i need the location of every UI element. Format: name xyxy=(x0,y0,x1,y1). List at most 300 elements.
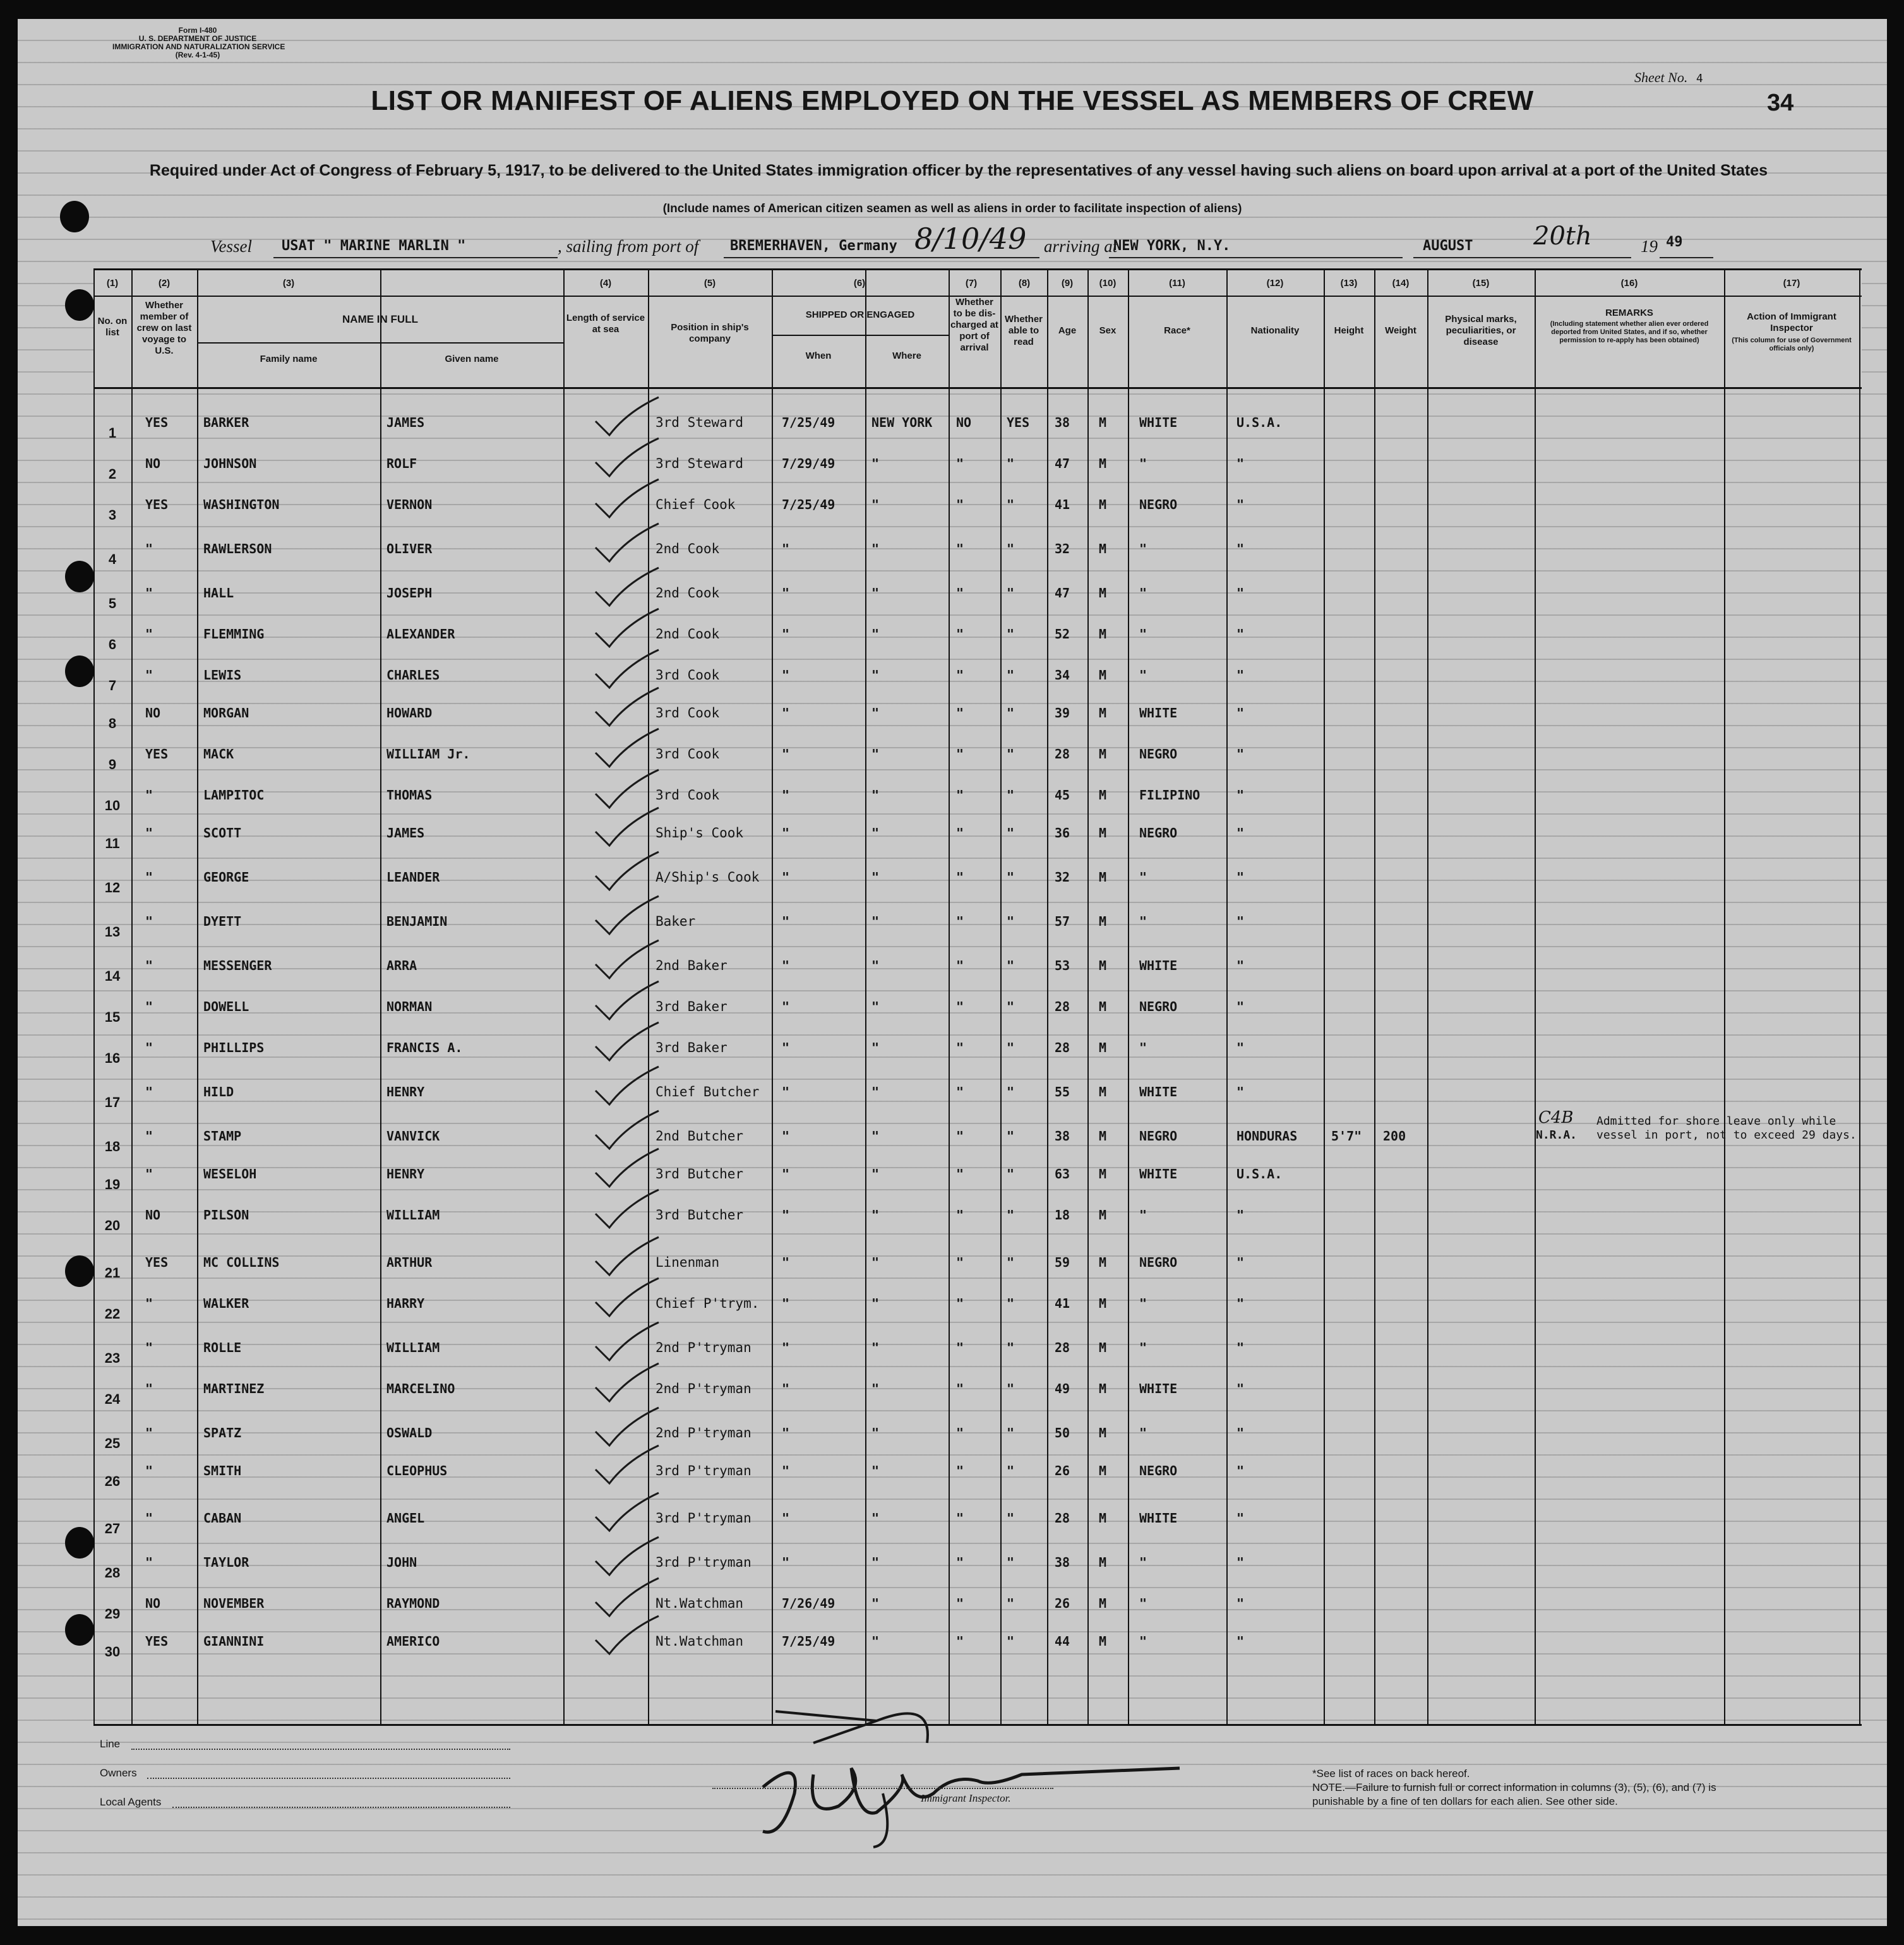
sex-cell: M xyxy=(1099,1555,1107,1570)
sex-cell: M xyxy=(1099,1166,1107,1182)
prev-voyage-cell: " xyxy=(145,1425,153,1440)
col-read-heading: Whether able to read xyxy=(1005,314,1043,347)
race-cell: NEGRO xyxy=(1139,999,1178,1014)
row-number: 25 xyxy=(104,1435,121,1451)
year-prefix: 19 xyxy=(1641,237,1658,256)
given-name-cell: VERNON xyxy=(386,497,433,512)
discharged-cell: " xyxy=(956,1555,964,1570)
age-cell: 59 xyxy=(1055,1255,1070,1270)
family-name-cell: GIANNINI xyxy=(203,1634,265,1649)
col-race-heading: Race* xyxy=(1164,325,1190,336)
row-number: 18 xyxy=(104,1139,121,1154)
punch-hole xyxy=(65,289,94,321)
nationality-cell: " xyxy=(1236,999,1245,1014)
column-number: (2) xyxy=(158,278,171,289)
sex-cell: M xyxy=(1099,497,1107,512)
shipped-when-cell: " xyxy=(782,914,790,929)
check-mark xyxy=(589,478,665,522)
form-identifier xyxy=(112,27,283,59)
shipped-where-cell: " xyxy=(871,746,880,762)
able-to-read-cell: " xyxy=(1007,585,1015,601)
column-number: (8) xyxy=(1018,278,1031,289)
family-name-cell: MESSENGER xyxy=(203,958,272,973)
col-shipped-heading: SHIPPED OR ENGAGED xyxy=(805,309,915,320)
column-number: (5) xyxy=(704,278,716,289)
row-number: 16 xyxy=(104,1050,121,1066)
date-underline xyxy=(1413,257,1631,258)
position-cell: 2nd Butcher xyxy=(656,1128,744,1144)
shipped-when-cell: " xyxy=(782,541,790,556)
position-cell: 2nd P'tryman xyxy=(656,1381,751,1396)
family-name-cell: WASHINGTON xyxy=(203,497,280,512)
row-number: 21 xyxy=(104,1265,121,1281)
discharged-cell: " xyxy=(956,1166,964,1182)
inspector-signature xyxy=(725,1692,1205,1850)
family-name-cell: MC COLLINS xyxy=(203,1255,280,1270)
check-mark xyxy=(589,1536,665,1580)
discharged-cell: " xyxy=(956,1634,964,1649)
prev-voyage-cell: " xyxy=(145,626,153,642)
age-cell: 44 xyxy=(1055,1634,1070,1649)
col-age-heading: Age xyxy=(1058,325,1077,336)
row-number: 2 xyxy=(108,466,117,482)
nationality-cell: " xyxy=(1236,914,1245,929)
race-cell: " xyxy=(1139,626,1147,642)
given-name-cell: HENRY xyxy=(386,1166,425,1182)
shipped-when-cell: " xyxy=(782,999,790,1014)
discharged-cell: " xyxy=(956,1207,964,1223)
race-cell: WHITE xyxy=(1139,1511,1178,1526)
row-number: 17 xyxy=(104,1094,121,1110)
check-mark xyxy=(589,1444,665,1488)
family-name-cell: DYETT xyxy=(203,914,242,929)
age-cell: 53 xyxy=(1055,958,1070,973)
row-number: 27 xyxy=(104,1521,121,1536)
prev-voyage-cell: YES xyxy=(145,746,169,762)
able-to-read-cell: " xyxy=(1007,999,1015,1014)
position-cell: 2nd P'tryman xyxy=(656,1340,751,1355)
column-number: (4) xyxy=(599,278,612,289)
col-discharged-heading: Whether to be dis-charged at port of arrival xyxy=(950,297,998,353)
row-number: 15 xyxy=(104,1009,121,1025)
discharged-cell: " xyxy=(956,958,964,973)
race-cell: NEGRO xyxy=(1139,1255,1178,1270)
family-name-cell: CABAN xyxy=(203,1511,242,1526)
sailing-date: 8/10/49 xyxy=(914,222,1027,256)
position-cell: 3rd P'tryman xyxy=(656,1511,751,1526)
nationality-cell: " xyxy=(1236,585,1245,601)
column-number: (1) xyxy=(106,278,119,289)
races-note: *See list of races on back hereof. xyxy=(1312,1768,1470,1780)
able-to-read-cell: " xyxy=(1007,1381,1015,1396)
discharged-cell: " xyxy=(956,787,964,803)
family-name-cell: STAMP xyxy=(203,1128,242,1144)
punch-hole xyxy=(65,1527,94,1559)
col-sex-heading: Sex xyxy=(1099,325,1117,336)
manifest-sheet xyxy=(18,19,1887,1926)
able-to-read-cell: " xyxy=(1007,1425,1015,1440)
sex-cell: M xyxy=(1099,1340,1107,1355)
row-number: 14 xyxy=(104,968,121,984)
sex-cell: M xyxy=(1099,415,1107,430)
given-name-cell: ALEXANDER xyxy=(386,626,455,642)
family-name-cell: PILSON xyxy=(203,1207,249,1223)
port-underline xyxy=(724,257,1039,258)
department: U. S. DEPARTMENT OF JUSTICE xyxy=(138,34,257,43)
age-cell: 28 xyxy=(1055,999,1070,1014)
race-cell: WHITE xyxy=(1139,1166,1178,1182)
column-number: (12) xyxy=(1266,278,1284,289)
check-mark xyxy=(589,1188,665,1233)
age-cell: 50 xyxy=(1055,1425,1070,1440)
discharged-cell: " xyxy=(956,497,964,512)
nationality-cell: " xyxy=(1236,870,1245,885)
able-to-read-cell: " xyxy=(1007,497,1015,512)
shipped-when-cell: " xyxy=(782,1511,790,1526)
sex-cell: M xyxy=(1099,585,1107,601)
position-cell: 2nd Cook xyxy=(656,626,720,642)
family-name-cell: WESELOH xyxy=(203,1166,257,1182)
prev-voyage-cell: NO xyxy=(145,1207,161,1223)
able-to-read-cell: " xyxy=(1007,1340,1015,1355)
agents-dotted-rule xyxy=(172,1806,510,1808)
able-to-read-cell: " xyxy=(1007,787,1015,803)
given-name-cell: CHARLES xyxy=(386,667,440,683)
discharged-cell: " xyxy=(956,1340,964,1355)
shipped-when-cell: " xyxy=(782,1425,790,1440)
shipped-subheader-rule xyxy=(772,335,949,336)
sex-cell: M xyxy=(1099,1296,1107,1311)
check-mark xyxy=(589,1021,665,1065)
able-to-read-cell: " xyxy=(1007,705,1015,721)
family-name-cell: NOVEMBER xyxy=(203,1596,265,1611)
able-to-read-cell: " xyxy=(1007,667,1015,683)
discharged-cell: " xyxy=(956,1381,964,1396)
prev-voyage-cell: " xyxy=(145,1296,153,1311)
vessel-name: USAT " MARINE MARLIN " xyxy=(282,238,466,254)
able-to-read-cell: YES xyxy=(1007,415,1030,430)
shipped-when-cell: " xyxy=(782,1463,790,1478)
given-name-cell: JOSEPH xyxy=(386,585,433,601)
height-cell: 5'7" xyxy=(1331,1128,1362,1144)
race-cell: NEGRO xyxy=(1139,1463,1178,1478)
shipped-when-cell: " xyxy=(782,1128,790,1144)
race-cell: " xyxy=(1139,870,1147,885)
discharged-cell: " xyxy=(956,1596,964,1611)
shipped-where-cell: " xyxy=(871,825,880,841)
race-cell: " xyxy=(1139,1425,1147,1440)
family-name-cell: RAWLERSON xyxy=(203,541,272,556)
age-cell: 41 xyxy=(1055,1296,1070,1311)
arrival-day: 20th xyxy=(1533,222,1592,251)
column-divider xyxy=(1000,268,1002,1724)
race-cell: WHITE xyxy=(1139,958,1178,973)
nationality-cell: " xyxy=(1236,626,1245,642)
shipped-when-cell: 7/26/49 xyxy=(782,1596,835,1611)
column-divider xyxy=(93,268,95,1724)
col-action-heading: Action of Immigrant Inspector xyxy=(1747,311,1836,333)
nationality-cell: " xyxy=(1236,1296,1245,1311)
able-to-read-cell: " xyxy=(1007,958,1015,973)
check-mark xyxy=(589,1615,665,1659)
shipped-where-cell: " xyxy=(871,870,880,885)
sex-cell: M xyxy=(1099,1634,1107,1649)
inspector-label: Immigrant Inspector. xyxy=(921,1792,1011,1804)
shipped-where-cell: " xyxy=(871,705,880,721)
nationality-cell: " xyxy=(1236,667,1245,683)
row-number: 22 xyxy=(104,1306,121,1322)
col-weight-heading: Weight xyxy=(1385,325,1416,336)
family-name-cell: MORGAN xyxy=(203,705,249,721)
given-name-cell: JAMES xyxy=(386,415,425,430)
shipped-when-cell: " xyxy=(782,1084,790,1099)
line-dotted-rule xyxy=(131,1748,510,1750)
sex-cell: M xyxy=(1099,1040,1107,1055)
race-cell: NEGRO xyxy=(1139,746,1178,762)
owners-dotted-rule xyxy=(147,1777,510,1779)
check-mark xyxy=(589,396,665,440)
race-cell: " xyxy=(1139,1634,1147,1649)
family-name-cell: SCOTT xyxy=(203,825,242,841)
punch-hole xyxy=(60,201,89,232)
column-number: (15) xyxy=(1472,278,1490,289)
remarks-cell: Admitted for shore leave only while vessel in port, not to exceed 29 days. xyxy=(1596,1115,1857,1142)
prev-voyage-cell: YES xyxy=(145,415,169,430)
vessel-label: Vessel xyxy=(210,237,252,256)
sex-cell: M xyxy=(1099,746,1107,762)
check-mark xyxy=(589,1362,665,1406)
position-cell: 3rd Steward xyxy=(656,456,744,471)
shipped-where-cell: " xyxy=(871,1511,880,1526)
position-cell: 3rd Cook xyxy=(656,667,720,683)
race-cell: " xyxy=(1139,1555,1147,1570)
position-cell: 3rd Cook xyxy=(656,746,720,762)
given-name-cell: THOMAS xyxy=(386,787,433,803)
family-name-cell: JOHNSON xyxy=(203,456,257,471)
able-to-read-cell: " xyxy=(1007,1511,1015,1526)
agents-label: Local Agents xyxy=(100,1796,162,1808)
col-nationality-heading: Nationality xyxy=(1250,325,1300,336)
given-name-cell: LEANDER xyxy=(386,870,440,885)
nationality-cell: U.S.A. xyxy=(1236,1166,1283,1182)
sex-cell: M xyxy=(1099,667,1107,683)
position-cell: Linenman xyxy=(656,1255,720,1270)
column-number: (11) xyxy=(1169,278,1185,289)
vessel-underline xyxy=(273,257,558,258)
column-divider xyxy=(949,268,950,1724)
column-divider xyxy=(1087,268,1089,1724)
nationality-cell: " xyxy=(1236,1255,1245,1270)
prev-voyage-cell: " xyxy=(145,825,153,841)
position-cell: 3rd Baker xyxy=(656,1040,727,1055)
family-name-cell: MARTINEZ xyxy=(203,1381,265,1396)
discharged-cell: " xyxy=(956,456,964,471)
shipped-when-cell: " xyxy=(782,1040,790,1055)
age-cell: 36 xyxy=(1055,825,1070,841)
discharged-cell: " xyxy=(956,870,964,885)
check-mark xyxy=(589,607,665,652)
prev-voyage-cell: NO xyxy=(145,1596,161,1611)
column-divider xyxy=(1535,268,1536,1724)
able-to-read-cell: " xyxy=(1007,914,1015,929)
row-number: 20 xyxy=(104,1218,121,1233)
punch-hole xyxy=(65,655,94,687)
age-cell: 38 xyxy=(1055,1555,1070,1570)
column-divider xyxy=(197,268,198,1724)
name-subheader-rule xyxy=(197,342,380,344)
shipped-where-cell: " xyxy=(871,1555,880,1570)
given-name-cell: WILLIAM Jr. xyxy=(386,746,470,762)
column-number: (7) xyxy=(965,278,978,289)
arrival-underline xyxy=(1109,257,1403,258)
family-name-cell: FLEMMING xyxy=(203,626,265,642)
nationality-cell: HONDURAS xyxy=(1236,1128,1298,1144)
discharged-cell: " xyxy=(956,541,964,556)
shipped-when-cell: 7/25/49 xyxy=(782,1634,835,1649)
nationality-cell: " xyxy=(1236,1381,1245,1396)
age-cell: 32 xyxy=(1055,870,1070,885)
given-name-cell: FRANCIS A. xyxy=(386,1040,463,1055)
shipped-where-cell: " xyxy=(871,914,880,929)
column-number: (14) xyxy=(1392,278,1410,289)
column-divider xyxy=(1128,268,1129,1724)
given-name-cell: VANVICK xyxy=(386,1128,440,1144)
able-to-read-cell: " xyxy=(1007,870,1015,885)
row-number: 26 xyxy=(104,1473,121,1489)
nationality-cell: " xyxy=(1236,541,1245,556)
column-divider xyxy=(1374,268,1375,1724)
column-number: (13) xyxy=(1340,278,1358,289)
position-cell: 3rd Cook xyxy=(656,787,720,803)
given-name-cell: MARCELINO xyxy=(386,1381,455,1396)
check-mark xyxy=(589,851,665,895)
include-note: (Include names of American citizen seamen as well as aliens in order to facilitate inspection of aliens) xyxy=(662,202,1242,215)
shipped-where-cell: " xyxy=(871,787,880,803)
discharged-cell: " xyxy=(956,705,964,721)
col-given-heading: Given name xyxy=(445,354,499,364)
age-cell: 32 xyxy=(1055,541,1070,556)
given-name-cell: WILLIAM xyxy=(386,1340,440,1355)
year-underline xyxy=(1660,257,1713,258)
check-mark xyxy=(589,895,665,939)
given-name-cell: ROLF xyxy=(386,456,417,471)
age-cell: 34 xyxy=(1055,667,1070,683)
race-cell: " xyxy=(1139,1340,1147,1355)
row-number: 12 xyxy=(104,880,121,895)
line-label: Line xyxy=(100,1738,121,1750)
service: IMMIGRATION AND NATURALIZATION SERVICE xyxy=(112,42,285,51)
column-number: (17) xyxy=(1783,278,1800,289)
position-cell: Nt.Watchman xyxy=(656,1634,744,1649)
name-subheader-rule xyxy=(380,342,563,344)
discharged-cell: " xyxy=(956,667,964,683)
position-cell: Baker xyxy=(656,914,696,929)
age-cell: 52 xyxy=(1055,626,1070,642)
arrival-month: AUGUST xyxy=(1423,238,1473,254)
row-number: 23 xyxy=(104,1350,121,1366)
sex-cell: M xyxy=(1099,1084,1107,1099)
sex-cell: M xyxy=(1099,870,1107,885)
prev-voyage-cell: " xyxy=(145,1463,153,1478)
position-cell: 2nd Baker xyxy=(656,958,727,973)
race-cell: " xyxy=(1139,1296,1147,1311)
col-height-heading: Height xyxy=(1334,325,1364,336)
nationality-cell: " xyxy=(1236,1040,1245,1055)
position-cell: 3rd P'tryman xyxy=(656,1463,751,1478)
able-to-read-cell: " xyxy=(1007,1255,1015,1270)
family-name-cell: BARKER xyxy=(203,415,249,430)
check-mark xyxy=(589,686,665,731)
family-name-cell: GEORGE xyxy=(203,870,249,885)
col-position-heading: Position in ship's company xyxy=(671,322,749,344)
given-name-cell: HENRY xyxy=(386,1084,425,1099)
check-mark xyxy=(589,727,665,772)
prev-voyage-cell: YES xyxy=(145,1255,169,1270)
family-name-cell: TAYLOR xyxy=(203,1555,249,1570)
nationality-cell: " xyxy=(1236,1084,1245,1099)
discharged-cell: " xyxy=(956,626,964,642)
race-cell: WHITE xyxy=(1139,415,1178,430)
given-name-cell: ARTHUR xyxy=(386,1255,433,1270)
check-mark xyxy=(589,522,665,566)
race-cell: NEGRO xyxy=(1139,497,1178,512)
col-family-heading: Family name xyxy=(260,354,318,364)
shipped-where-cell: " xyxy=(871,1596,880,1611)
shipped-where-cell: " xyxy=(871,1634,880,1649)
shipped-when-cell: " xyxy=(782,825,790,841)
given-name-cell: OLIVER xyxy=(386,541,433,556)
race-cell: WHITE xyxy=(1139,705,1178,721)
row-number: 7 xyxy=(108,678,117,693)
col-service-heading: Length of service at sea xyxy=(566,313,645,335)
punch-hole xyxy=(65,1614,94,1646)
race-cell: WHITE xyxy=(1139,1381,1178,1396)
shipped-when-cell: " xyxy=(782,585,790,601)
action-cell: N.R.A. xyxy=(1536,1128,1578,1142)
arrival-port: NEW YORK, N.Y. xyxy=(1113,238,1231,254)
given-name-cell: NORMAN xyxy=(386,999,433,1014)
column-divider xyxy=(563,268,565,1724)
row-number: 1 xyxy=(108,425,117,441)
position-cell: 3rd Butcher xyxy=(656,1207,744,1223)
owners-label: Owners xyxy=(100,1767,137,1779)
able-to-read-cell: " xyxy=(1007,1555,1015,1570)
column-divider xyxy=(772,268,773,1724)
check-mark xyxy=(589,1321,665,1365)
race-cell: FILIPINO xyxy=(1139,787,1200,803)
col-name-heading: NAME IN FULL xyxy=(342,313,418,325)
prev-voyage-cell: " xyxy=(145,1084,153,1099)
nationality-cell: " xyxy=(1236,1463,1245,1478)
able-to-read-cell: " xyxy=(1007,1207,1015,1223)
prev-voyage-cell: " xyxy=(145,1340,153,1355)
discharged-cell: " xyxy=(956,914,964,929)
race-cell: " xyxy=(1139,1207,1147,1223)
position-cell: Ship's Cook xyxy=(656,825,744,841)
family-name-cell: ROLLE xyxy=(203,1340,242,1355)
row-number: 24 xyxy=(104,1391,121,1407)
prev-voyage-cell: YES xyxy=(145,497,169,512)
nationality-cell: " xyxy=(1236,1634,1245,1649)
age-cell: 57 xyxy=(1055,914,1070,929)
able-to-read-cell: " xyxy=(1007,1296,1015,1311)
prev-voyage-cell: " xyxy=(145,1166,153,1182)
shipped-where-cell: NEW YORK xyxy=(871,415,933,430)
discharged-cell: " xyxy=(956,999,964,1014)
age-cell: 26 xyxy=(1055,1596,1070,1611)
age-cell: 47 xyxy=(1055,585,1070,601)
race-cell: " xyxy=(1139,914,1147,929)
